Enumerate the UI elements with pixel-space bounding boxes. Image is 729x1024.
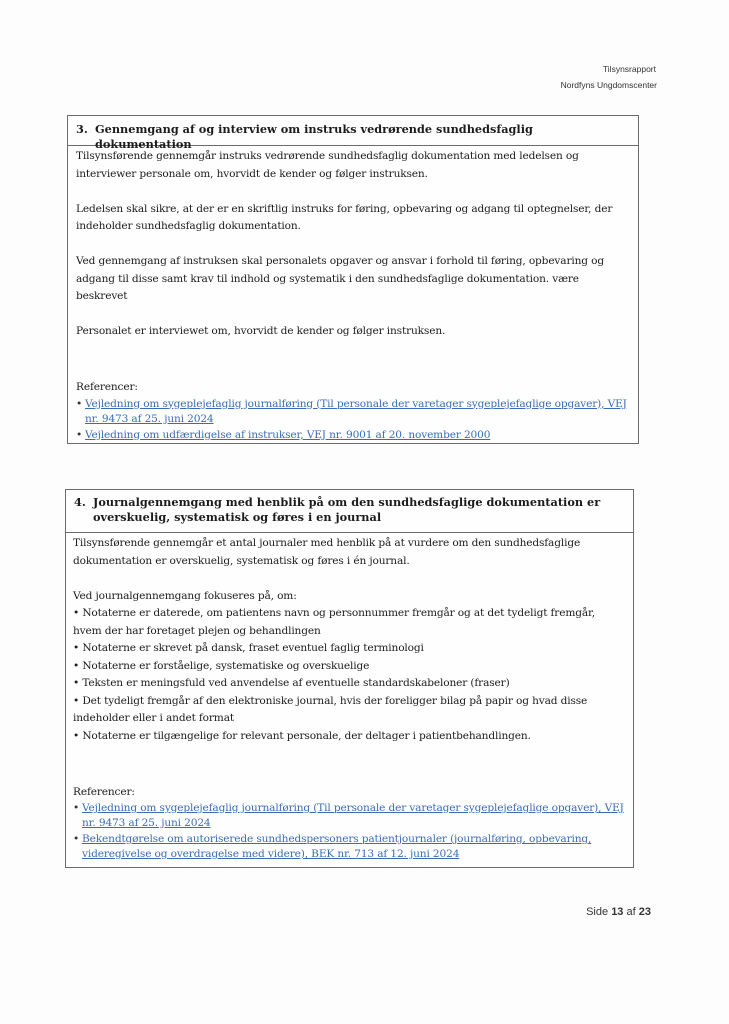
section-4-title: Journalgennemgang med henblik på om den sundhedsfaglige dokumentation er overskuelig, systematisk og føres i en journal <box>93 495 601 524</box>
reference-item <box>73 832 625 862</box>
section-3-paragraph: Tilsynsførende gennemgår instruks vedrørende sundhedsfaglig dokumentation med ledelsen og interviewer personale om, hvorvidt de kender og følger instruksen. <box>76 150 579 180</box>
section-4-focus-label: Ved journalgennemgang fokuseres på, om: <box>73 589 297 602</box>
header-institution: Nordfyns Ungdomscenter <box>560 80 657 90</box>
focus-bullet: • Det tydeligt fremgår af den elektroniske journal, hvis der foreligger bilag på papir og hvad disse indeholder eller i andet format <box>73 694 588 724</box>
section-4-body <box>66 533 633 862</box>
focus-bullet: • Notaterne er skrevet på dansk, fraset eventuel faglig terminologi <box>73 642 424 654</box>
focus-bullet: • Notaterne er daterede, om patientens navn og personnummer fremgår og at det tydeligt fremgår, hvem der har foretaget plejen og behandlingen <box>73 607 596 637</box>
bullet-icon: • <box>76 397 83 410</box>
section-3-box <box>67 115 639 444</box>
section-3-references-label: Referencer: <box>76 381 138 393</box>
section-4-intro: Tilsynsførende gennemgår et antal journaler med henblik på at vurdere om den sundhedsfaglige dokumentation er overskuelig, systematisk og føres i én journal. <box>73 537 581 567</box>
reference-item <box>76 397 630 427</box>
section-3-paragraph: Ved gennemgang af instruksen skal personalets opgaver og ansvar i forhold til føring, opbevaring og adgang til disse samt krav til indhold og systematik i den sundhedsfaglige dokumentation. være beskrevet <box>76 255 604 302</box>
current-page: 13 <box>611 906 624 918</box>
total-pages: 23 <box>638 906 651 918</box>
reference-link[interactable]: Vejledning om udfærdigelse af instrukser, VEJ nr. 9001 af 20. november 2000 <box>85 428 491 441</box>
section-3-paragraph: Ledelsen skal sikre, at der er en skriftlig instruks for føring, opbevaring og adgang til optegnelser, der indeholder sundhedsfaglig dokumentation. <box>76 202 613 232</box>
page-prefix: Side <box>586 906 609 918</box>
focus-bullet: • Notaterne er forståelige, systematiske og overskuelige <box>73 659 370 672</box>
section-4-references-label: Referencer: <box>73 785 135 798</box>
section-3-body <box>68 146 638 443</box>
section-4-number: 4. <box>74 495 86 509</box>
reference-link[interactable]: Bekendtgørelse om autoriserede sundhedspersoners patientjournaler (journalføring, opbevaring, videregivelse og overdragelse med videre), BEK nr. 713 af 12. juni 2024 <box>82 833 592 860</box>
section-3-number: 3. <box>76 122 88 136</box>
section-4-box <box>65 489 634 868</box>
reference-item <box>73 801 625 831</box>
bullet-icon: • <box>73 833 80 845</box>
focus-bullet: • Teksten er meningsfuld ved anvendelse af eventuelle standardskabeloner (fraser) <box>73 677 510 689</box>
bullet-icon: • <box>76 428 83 441</box>
header-doc-type: Tilsynsrapport <box>602 64 656 74</box>
page-number <box>586 906 651 918</box>
bullet-icon: • <box>73 802 80 814</box>
page-separator: af <box>626 906 636 918</box>
reference-link[interactable]: Vejledning om sygeplejefaglig journalføring (Til personale der varetager sygeplejefaglige opgaver), VEJ nr. 9473 af 25. juni 2024 <box>82 802 624 829</box>
focus-bullet: • Notaterne er tilgængelige for relevant personale, der deltager i patientbehandlingen. <box>73 729 531 742</box>
reference-item <box>76 428 630 443</box>
section-3-title: Gennemgang af og interview om instruks vedrørende sundhedsfaglig dokumentation <box>95 122 533 151</box>
section-3-paragraph: Personalet er interviewet om, hvorvidt de kender og følger instruksen. <box>76 325 446 337</box>
reference-link[interactable]: Vejledning om sygeplejefaglig journalføring (Til personale der varetager sygeplejefaglige opgaver), VEJ nr. 9473 af 25. juni 2024 <box>85 397 627 425</box>
section-4-header <box>66 490 633 533</box>
section-3-header <box>68 116 638 151</box>
